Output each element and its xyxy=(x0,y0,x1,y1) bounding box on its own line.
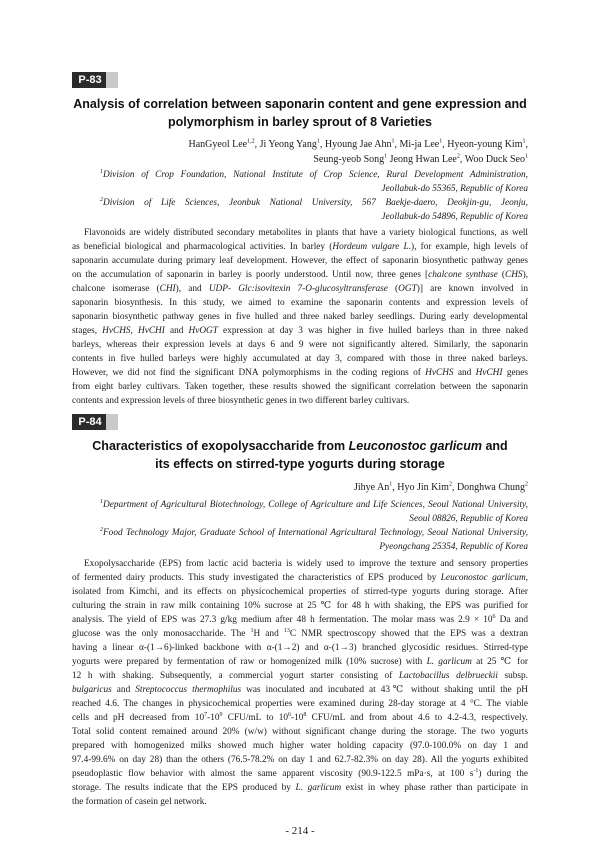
superscript: 1 xyxy=(389,481,393,488)
author-list xyxy=(354,480,528,495)
affiliation-line xyxy=(100,540,528,554)
text-run: ) during the xyxy=(478,769,528,779)
text-run: )] are known involved in xyxy=(416,284,529,294)
affiliation-text: Jeollabuk-do 55365, Republic of Korea xyxy=(381,184,528,194)
text-run: expression at day 3 was higher in five hulled barleys than in three naked xyxy=(217,326,528,336)
text-run: barleys, whereas their expression levels at days 6 and 9 were not significantly altered. Similarly, the saponarin xyxy=(72,340,528,350)
body-line xyxy=(72,380,528,394)
italic-term: Leuconostoc garlicum xyxy=(440,573,526,583)
text-run: saponarin biosynthesis. In this study, we aimed to examine the saponarin contents and expression levels of xyxy=(72,298,528,308)
text-run: , xyxy=(525,139,528,150)
text-run: ), xyxy=(522,270,528,280)
text-run: of fermented dairy products. This study investigated the characteristics of EPS produced by xyxy=(72,573,441,583)
author-list xyxy=(189,137,529,167)
title-line: polymorphism in barley sprout of 8 Varieties xyxy=(168,115,432,129)
badge-accent xyxy=(106,72,118,88)
text-run: However, we did not find the significant DNA polymorphisms in the coding regions of xyxy=(72,368,426,378)
text-run: from eight barley cultivars. Taken together, these results showed the significant correlation between the saponarin xyxy=(72,382,528,392)
text-run: Da and xyxy=(495,615,528,625)
text-run: chalcone isomerase ( xyxy=(72,284,160,294)
superscript: -1 xyxy=(473,767,479,774)
superscript: 9 xyxy=(219,711,223,718)
title-line xyxy=(70,437,530,455)
text-run: and xyxy=(453,368,476,378)
affiliation-text: Department of Agricultural Biotechnology, College of Agriculture and Life Sciences, Seoul National University, xyxy=(103,500,528,510)
text-run: as beneficial biological and pharmacological activities. In barley ( xyxy=(72,242,333,252)
affiliation-text: Food Technology Major, Graduate School of International Agricultural Technology, Seoul National University, xyxy=(103,528,528,538)
text-run: saponarin biosynthetic pathway genes in five hulled and three naked barley seedlings. During early developmental xyxy=(72,312,528,322)
superscript: 8 xyxy=(303,711,307,718)
text-run: exist in whey phase rather than participate in xyxy=(341,783,528,793)
text-run: yogurts were prepared by fermentation of raw or homogenized milk (10% sucrose) with xyxy=(72,657,427,667)
text-run: Flavonoids are widely distributed secondary metabolites in plants that have a variety biological functions, as well xyxy=(84,228,528,238)
superscript: 1,2 xyxy=(247,138,255,145)
italic-term: HvCHS xyxy=(425,368,454,378)
superscript: 6 xyxy=(288,711,292,718)
italic-term: Hordeum vulgare L. xyxy=(332,242,412,252)
body-line xyxy=(72,739,528,753)
body-line xyxy=(72,338,528,352)
superscript: 1 xyxy=(391,138,395,145)
body-line xyxy=(72,599,528,613)
body-line xyxy=(72,352,528,366)
superscript: 2 xyxy=(525,481,528,488)
affiliation-text: Jeollabuk-do 54896, Republic of Korea xyxy=(381,212,528,222)
text-run: contents and expression levels of three biosynthetic genes in two different barley cultivars. xyxy=(72,396,410,406)
italic-term: HvCHI xyxy=(475,368,503,378)
italic-term: HvCHS, HvCHI xyxy=(102,326,165,336)
abstract-badge xyxy=(72,414,118,430)
superscript: 1 xyxy=(525,153,528,160)
italic-term: UDP- Glc:isovitexin 7-O-glucosyltransferase xyxy=(208,284,388,294)
affiliation-marker: 2 xyxy=(100,526,103,533)
abstract-body xyxy=(72,226,528,408)
body-line xyxy=(72,641,528,655)
text-run: H and xyxy=(253,629,284,639)
text-run: glucose was the only monosaccharide. The xyxy=(72,629,251,639)
body-line xyxy=(72,753,528,767)
italic-term: L. garlicum xyxy=(295,783,342,793)
body-line xyxy=(72,613,528,627)
body-line xyxy=(72,725,528,739)
text-run: HanGyeol Lee xyxy=(188,139,248,150)
affiliation-line xyxy=(100,512,528,526)
title-line xyxy=(70,455,530,473)
text-run: Jeong Hwan Lee xyxy=(387,154,457,165)
text-run: was inoculated and incubated at 43℃ without shaking until the pH xyxy=(241,685,529,695)
body-line xyxy=(72,226,528,240)
text-run: 97.4-99.6% on day 28) than the others (76.5-78.2% on day 1 and 62.7-82.3% on day 28). All the yogurts exhibited xyxy=(72,755,528,765)
superscript: 2 xyxy=(456,153,460,160)
text-run: , Hyoung Jae Ahn xyxy=(319,139,392,150)
italic-term: OGT xyxy=(398,284,417,294)
affiliation-text: Seoul 08826, Republic of Korea xyxy=(409,514,528,524)
text-run: its effects on stirred-type yogurts during storage xyxy=(155,457,445,471)
affiliation-line xyxy=(100,498,528,512)
text-run: ), for example, high levels of xyxy=(411,242,528,252)
text-run: reached 4.6. The changes in physicochemical properties were examined during 28-day storage at 4 °C. The viable xyxy=(72,699,528,709)
text-run: , Donghwa Chung xyxy=(451,482,525,493)
body-line xyxy=(72,324,528,338)
author-line xyxy=(189,152,529,167)
affiliation-list xyxy=(100,168,528,224)
italic-term: bulgaricus xyxy=(72,685,112,695)
text-run: , Ji Yeong Yang xyxy=(254,139,317,150)
page-number: - 214 - xyxy=(285,825,315,837)
abstract-badge xyxy=(72,72,118,88)
text-run: prepared with homogenized milks showed much higher water holding capacity (97.0-100.0% on day 1 and xyxy=(72,741,528,751)
text-run: isolated from Kimchi, and its effects on physicochemical properties of stirred-type yogurts during storage. After xyxy=(72,587,528,597)
text-run: saponarin accumulate during primary leaf development. However, the effect of saponarin biosynthetic pathway genes xyxy=(72,256,528,266)
text-run: ), and xyxy=(175,284,209,294)
affiliation-line xyxy=(100,182,528,196)
abstract-badge-label: P-83 xyxy=(72,72,108,88)
affiliation-line xyxy=(100,526,528,540)
text-run: genes xyxy=(502,368,528,378)
text-run: C NMR spectroscopy showed that the EPS was a dextran xyxy=(289,629,528,639)
text-run: and xyxy=(111,685,136,695)
text-run: ( xyxy=(497,270,505,280)
body-line xyxy=(72,697,528,711)
italic-term: Lactobacillus delbrueckii xyxy=(398,671,498,681)
affiliation-marker: 2 xyxy=(100,196,103,203)
title-line: Analysis of correlation between saponarin content and gene expression and xyxy=(73,97,527,111)
text-run: subsp. xyxy=(497,671,528,681)
body-line xyxy=(72,627,528,641)
italic-term: CHI xyxy=(159,284,176,294)
text-run: storage. The results indicate that the EPS produced by xyxy=(72,783,296,793)
affiliation-list xyxy=(100,498,528,554)
text-run: stages, xyxy=(72,326,103,336)
italic-term: CHS xyxy=(505,270,523,280)
body-line xyxy=(72,394,528,408)
superscript: 1 xyxy=(316,138,320,145)
text-run: 12 h with shaking. Subsequently, a commercial yogurt starter consisting of xyxy=(72,671,399,681)
text-run: at 25 ℃ for xyxy=(471,657,529,667)
body-line xyxy=(72,254,528,268)
affiliation-text: Pyeongchang 25354, Republic of Korea xyxy=(379,542,528,552)
text-run: , Woo Duck Seo xyxy=(459,154,525,165)
body-line xyxy=(72,268,528,282)
affiliation-text: Division of Life Sciences, Jeonbuk National University, 567 Baekje-daero, Deokjin-gu, Jeonju, xyxy=(103,198,528,208)
affiliation-line xyxy=(100,196,528,210)
text-run: Jihye An xyxy=(353,482,390,493)
body-line xyxy=(72,571,528,585)
text-run: contents in five hulled barleys were highly accumulated at day 3, compared with those in three naked barleys. xyxy=(72,354,528,364)
text-run: cells and pH decreased from 10 xyxy=(72,713,205,723)
italic-term: Streptococcus thermophilus xyxy=(135,685,242,695)
superscript: 2 xyxy=(448,481,452,488)
body-line xyxy=(72,366,528,380)
text-run: ( xyxy=(387,284,399,294)
abstract-badge-label: P-84 xyxy=(72,414,108,430)
text-run: Seung-yeob Song xyxy=(313,154,385,165)
text-run: -10 xyxy=(291,713,304,723)
body-line xyxy=(72,795,528,809)
author-line xyxy=(354,480,528,495)
italic-term: L. garlicum xyxy=(426,657,472,667)
superscript: 1 xyxy=(384,153,388,160)
text-run: , xyxy=(525,573,528,583)
text-run: having a linear α-(1→6)-linked backbone with α-(1→2) and α-(1→3) branched glycosidic residues. Stirred-type xyxy=(72,643,528,653)
affiliation-marker: 1 xyxy=(100,498,103,505)
affiliation-marker: 1 xyxy=(100,168,103,175)
text-run: CFU/mL and from about 4.6 to 4.2-4.3, respectively. xyxy=(306,713,528,723)
italic-term: chalcone synthase xyxy=(428,270,498,280)
affiliation-line xyxy=(100,210,528,224)
abstract-body xyxy=(72,557,528,809)
text-run: Characteristics of exopolysaccharide from xyxy=(92,439,349,453)
body-line xyxy=(72,310,528,324)
text-run: analysis. The yield of EPS was 27.3 g/kg medium after 48 h fermentation. The molar mass was 2.9 × 10 xyxy=(72,615,493,625)
text-run: the formation of casein gel network. xyxy=(72,797,207,807)
superscript: 1 xyxy=(439,138,443,145)
superscript: 1 xyxy=(522,138,526,145)
body-line xyxy=(72,585,528,599)
body-line xyxy=(72,711,528,725)
text-run: culturing the strain in raw milk containing 10% sucrose at 25 ℃ for 48 h with shaking, the EPS was purified for xyxy=(72,601,528,611)
badge-accent xyxy=(106,414,118,430)
affiliation-text: Division of Crop Foundation, National Institute of Crop Science, Rural Development Administration, xyxy=(103,170,528,180)
superscript: 13 xyxy=(283,627,290,634)
affiliation-line xyxy=(100,168,528,182)
text-run: CFU/mL to 10 xyxy=(222,713,289,723)
superscript: 7 xyxy=(204,711,208,718)
body-line xyxy=(72,240,528,254)
body-line xyxy=(72,557,528,571)
abstract-title xyxy=(70,437,530,473)
body-line xyxy=(72,282,528,296)
italic-term: HvOGT xyxy=(188,326,218,336)
body-line xyxy=(72,781,528,795)
text-run: on the accumulation of saponarin in barley is poorly understood. Until now, three genes [ xyxy=(72,270,429,280)
text-run: and xyxy=(482,439,508,453)
body-line xyxy=(72,655,528,669)
body-line xyxy=(72,683,528,697)
text-run: , Hyeon-young Kim xyxy=(442,139,523,150)
text-run: , Hyo Jin Kim xyxy=(392,482,449,493)
text-run: , Mi-ja Lee xyxy=(394,139,440,150)
text-run: pseudoplastic flow behavior with almost the same apparent viscosity (90.9-122.5 mPa·s, at 100 s xyxy=(72,769,474,779)
author-line xyxy=(189,137,529,152)
abstract-title xyxy=(70,95,530,131)
text-run: Total solid content remained around 20% (w/w) without significant change during the storage. The two yogurts xyxy=(72,727,528,737)
body-line xyxy=(72,767,528,781)
superscript: 6 xyxy=(492,613,496,620)
text-run: Exopolysaccharide (EPS) from lactic acid bacteria is widely used to improve the texture and sensory properties xyxy=(84,559,528,569)
text-run: and xyxy=(164,326,189,336)
body-line xyxy=(72,669,528,683)
text-run: -10 xyxy=(207,713,220,723)
body-line xyxy=(72,296,528,310)
superscript: 1 xyxy=(250,627,254,634)
italic-term: Leuconostoc garlicum xyxy=(348,439,482,453)
